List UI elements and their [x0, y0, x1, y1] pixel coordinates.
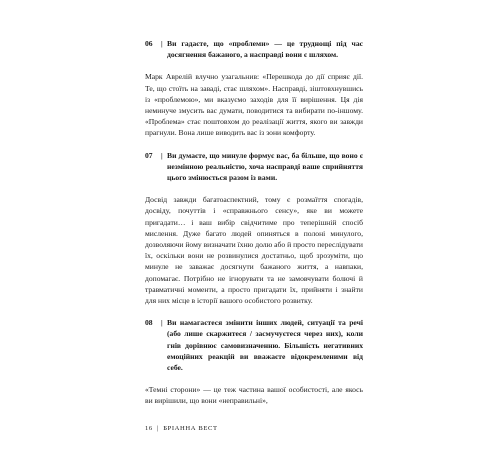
point-number: 08 — [145, 318, 153, 328]
point-text: Ви думаєте, що минуле формує вас, ба більше, що воно є незмінною реальністю, хоча насправді ваше сприйняття цього змінюється разом із вами. — [167, 150, 363, 183]
author-name: БРІАННА ВЕСТ — [163, 425, 218, 432]
paragraph: Досвід завжди багатоаспектний, тому є розмаїття спогадів, досвіду, почуттів і «справжнього сенсу», яке ви можете пригадати… і ваш вибір свідчитиме про теперішній спосіб мислення. Дуже багато людей опиняться в полоні минулого, дозволяючи йому визначати їхню долю або й просто переслідувати їх, оскільки вони не розвинулися достатньо, щоб зрозуміти, що минуле не заважає досягнути бажаного життя, а навпаки, допомагає. Потрібно не ігнорувати та не замовчувати болючі й травматичні моменти, а просто пригадати їх, прийняти і знайти для них місце в історії вашого особистого розвитку. — [145, 195, 363, 306]
page-footer — [145, 425, 218, 432]
point-text: Ви гадаєте, що «проблеми» — це труднощі під час досягнення бажаного, а насправді вони є шляхом. — [167, 39, 363, 60]
page-body — [145, 38, 363, 418]
point-number: 06 — [145, 39, 153, 48]
page-number: 16 — [145, 425, 153, 432]
point-07 — [145, 150, 363, 184]
paragraph: «Темні сторони» — це теж частина вашої особистості, але якось ви вирішили, що вони «неправильні», — [145, 385, 363, 406]
point-06 — [145, 38, 363, 60]
point-text: Ви намагаєтеся змінити інших людей, ситуації та речі (або лише скаржитеся / засмучуєтеся через них), коли гнів дорівнює самовизначенню. Більшість негативних емоційних реакцій ви вважаєте відокремленими від себе. — [167, 318, 363, 373]
point-number: 07 — [145, 150, 153, 160]
point-separator: | — [161, 39, 163, 48]
point-08 — [145, 317, 363, 373]
footer-separator: | — [157, 425, 159, 432]
paragraph: Марк Аврелій влучно узагальнив: «Перешкода до дії сприяє дії. Те, що стоїть на заваді, стає шляхом». Насправді, зіштовхнувшись із «проблемою», ми вказуємо заходів для її вирішення. Ця дія неминуче змусить вас думати, поводитися та вибирати по-іншому. «Проблема» стає поштовхом до реалізації життя, якого ви завжди прагнули. Вона лише виводить вас із зони комфорту. — [145, 72, 363, 138]
point-separator: | — [161, 150, 163, 160]
point-separator: | — [161, 318, 163, 328]
